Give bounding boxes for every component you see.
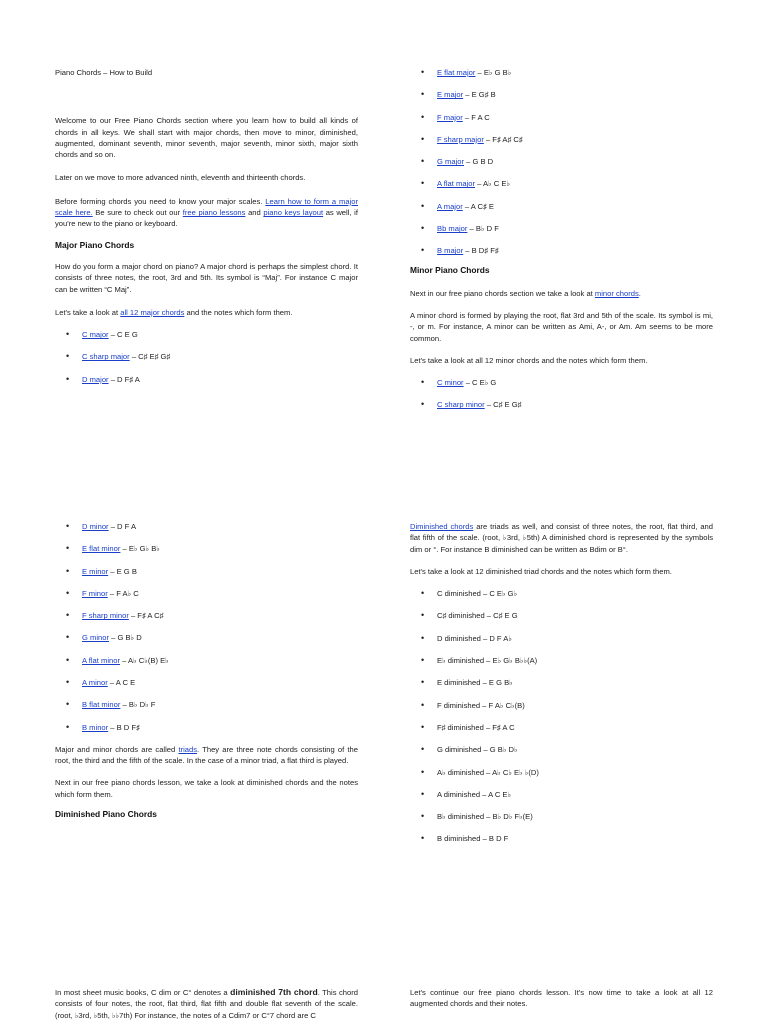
list-item <box>55 699 358 710</box>
triads-text-1: Major and minor chords are called <box>55 744 176 754</box>
list-item: • E♭ diminished – E♭ G♭ B♭♭(A) <box>410 655 713 666</box>
chord-notes: – F A C <box>464 112 490 122</box>
document-title: Piano Chords – How to Build <box>55 68 153 77</box>
list-item <box>55 677 358 688</box>
list-item <box>55 610 358 621</box>
chord-notes: – G B D <box>466 157 494 167</box>
chord-notes: – C♯ E G♯ <box>486 400 522 410</box>
chord-link[interactable]: B minor <box>82 722 109 732</box>
chord-link[interactable]: D minor <box>82 522 109 531</box>
list-item <box>410 89 713 100</box>
list-item: • F diminished – F A♭ C♭(B) <box>410 700 713 711</box>
list-item <box>55 521 358 532</box>
triads-text-2: . They are three note chords consisting of the root, the third and the fifth of the scale. In the case of a minor triad, a flat third is played. <box>55 744 358 765</box>
free-piano-lessons-link[interactable]: free piano lessons <box>182 208 246 218</box>
chord-notes: – F♯ A C♯ <box>130 611 164 621</box>
list-item: • C♯ diminished – C♯ E G <box>410 610 713 621</box>
diminished-lets-look: Let's take a look at 12 diminished triad chords and the notes which form them. <box>410 566 672 576</box>
major-scale-link[interactable]: Learn how to form a major scale here. <box>55 196 358 218</box>
dim-intro-text: are triads as well, and consist of three notes, the root, flat third, and flat fifth of the scale. (root, ♭3rd, ♭5th) A diminished chord is represented by the symbols dim or °. For instance B diminished can be written as Bdim or B°. <box>410 522 713 554</box>
chord-link[interactable]: G minor <box>82 633 110 643</box>
chord-notes: – B♭ D♭ F <box>122 700 156 710</box>
chord-notes: – E G♯ B <box>465 90 496 100</box>
chord-notes: – A♭ C♭(B) E♭ <box>122 655 169 665</box>
chord-notes: – F A♭ C <box>109 588 139 598</box>
chord-notes: – B D♯ F♯ <box>465 246 499 256</box>
chord-notes: – D F A <box>110 522 137 531</box>
diminished-intro <box>410 521 713 555</box>
chord-link[interactable]: C sharp major <box>82 352 130 362</box>
list-item: • E diminished – E G B♭ <box>410 677 713 688</box>
minor-chords-link[interactable]: minor chords <box>594 288 639 298</box>
diminished-7th-paragraph <box>55 987 358 1021</box>
list-item <box>55 722 358 733</box>
chord-notes: – B D F♯ <box>110 722 140 732</box>
chord-notes: – F♯ A♯ C♯ <box>485 134 523 144</box>
list-item <box>55 566 358 577</box>
piano-keys-layout-link[interactable]: piano keys layout <box>263 208 324 218</box>
before-text-3: and <box>248 208 261 218</box>
list-item: • A diminished – A C E♭ <box>410 789 713 800</box>
chord-link[interactable]: D major <box>82 374 109 384</box>
chord-link[interactable]: E flat minor <box>82 544 121 554</box>
page-3 <box>55 521 358 820</box>
list-item: • F♯ diminished – F♯ A C <box>410 722 713 733</box>
all-12-major-chords-link[interactable]: all 12 major chords <box>120 307 185 317</box>
chord-notes: – A♭ C E♭ <box>477 179 511 189</box>
augmented-intro-paragraph: Let's continue our free piano chords lesson. It's now time to take a look at all 12 augmented chords and their notes. <box>410 988 713 1009</box>
minor-description: A minor chord is formed by playing the root, flat 3rd and 5th of the scale. Its symbol is mi, -, or m. For instance, A minor can be written as Ami, A-, or Am. Am seems to be more common. <box>410 310 713 343</box>
chord-link[interactable]: G major <box>437 157 465 167</box>
later-paragraph: Later on we move to more advanced ninth, eleventh and thirteenth chords. <box>55 173 306 183</box>
chord-notes: – E♭ G♭ B♭ <box>122 544 160 554</box>
diminished-next-paragraph: Next in our free piano chords lesson, we take a look at diminished chords and the notes which form them. <box>55 778 358 799</box>
list-item <box>410 178 713 189</box>
before-text-1: Before forming chords you need to know your major scales. <box>55 196 263 206</box>
page-6 <box>410 987 713 1010</box>
chord-link[interactable]: E major <box>437 90 464 100</box>
list-item: • B♭ diminished – B♭ D♭ F♭(E) <box>410 811 713 822</box>
chord-notes: – A C E <box>109 678 136 688</box>
dim7-text-1: In most sheet music books, C dim or C° denotes a <box>55 988 228 997</box>
chord-link[interactable]: B major <box>437 246 464 256</box>
triads-paragraph <box>55 744 358 767</box>
before-text-4: as well, if you're new to the piano or keyboard. <box>55 208 358 229</box>
page-2 <box>410 67 713 410</box>
list-item <box>410 245 713 256</box>
chord-link[interactable]: E minor <box>82 566 109 576</box>
chord-link[interactable]: F minor <box>82 588 108 598</box>
chord-link[interactable]: C sharp minor <box>437 400 485 410</box>
chord-notes: – B♭ D F <box>469 224 499 234</box>
list-item <box>55 351 358 362</box>
chord-notes: – C E♭ G <box>465 378 497 388</box>
minor-heading: Minor Piano Chords <box>410 265 490 276</box>
list-item <box>410 67 713 78</box>
chord-link[interactable]: C major <box>82 330 109 340</box>
list-item <box>410 112 713 123</box>
chord-link[interactable]: B flat minor <box>82 700 121 710</box>
intro-paragraph: Welcome to our Free Piano Chords section where you learn how to build all kinds of chords in all keys. We shall start with major chords, then move to minor, diminished, augmented, dominant seventh, minor seventh, major seventh, minor sixth, major sixth chords and so on. <box>55 116 358 160</box>
chord-link[interactable]: Bb major <box>437 224 468 234</box>
minor-lets-look: Let's take a look at all 12 minor chords and the notes which form them. <box>410 355 648 365</box>
chord-notes: – D F♯ A <box>110 374 140 384</box>
list-item <box>55 588 358 599</box>
list-item: • A♭ diminished – A♭ C♭ E♭ ♭(D) <box>410 767 713 778</box>
next-text-2: . <box>638 288 641 298</box>
minor-chord-list-1 <box>410 377 713 410</box>
list-item <box>410 134 713 145</box>
major-heading: Major Piano Chords <box>55 239 135 250</box>
chord-notes: – C♯ E♯ G♯ <box>131 352 171 362</box>
page-1 <box>55 67 358 385</box>
chord-link[interactable]: E flat major <box>437 68 476 77</box>
chord-notes: – E♭ G B♭ <box>477 68 512 77</box>
minor-next-paragraph <box>410 288 713 299</box>
list-item: • B diminished – B D F <box>410 833 713 844</box>
chord-link[interactable]: A flat minor <box>82 655 120 665</box>
list-item <box>410 399 713 410</box>
diminished-heading: Diminished Piano Chords <box>55 808 157 819</box>
minor-chord-list-2 <box>55 521 358 733</box>
lets-look-text-2: and the notes which form them. <box>186 307 293 317</box>
chord-notes: – C E G <box>110 330 138 340</box>
page-5 <box>55 987 358 1021</box>
list-item: • D diminished – D F A♭ <box>410 633 713 644</box>
diminished-chord-list <box>410 588 713 844</box>
chord-link[interactable]: A major <box>437 201 463 211</box>
major-description: How do you form a major chord on piano? A major chord is perhaps the simplest chord. It consists of three notes, the root, 3rd and 5th. Its symbol is “Maj”. For instance C major can be written “C Maj”. <box>55 261 358 294</box>
list-item: • C diminished – C E♭ G♭ <box>410 588 713 599</box>
chord-notes: – A C♯ E <box>464 201 494 211</box>
chord-link[interactable]: F sharp minor <box>82 611 129 621</box>
major-chord-list-1 <box>55 329 358 385</box>
before-text-2: Be sure to check out our <box>95 208 181 218</box>
dim7-text-2: . This chord consists of four notes, the root, flat third, flat fifth and double flat seventh of the scale. (root, ♭3rd, ♭5th, ♭♭7th) For instance, the notes of a Cdim7 or C°7 chord are C <box>55 988 358 1020</box>
list-item <box>55 374 358 385</box>
list-item <box>410 201 713 212</box>
list-item <box>55 543 358 554</box>
chord-link[interactable]: A minor <box>82 678 108 688</box>
list-item <box>410 223 713 234</box>
chord-link[interactable]: F major <box>437 112 463 122</box>
major-lets-look <box>55 307 358 318</box>
list-item: • G diminished – G B♭ D♭ <box>410 744 713 755</box>
page-4 <box>410 521 713 844</box>
list-item <box>55 329 358 340</box>
chord-link[interactable]: C minor <box>437 378 464 388</box>
triads-link[interactable]: triads <box>178 744 198 754</box>
chord-link[interactable]: A flat major <box>437 179 475 189</box>
list-item <box>55 655 358 666</box>
chord-notes: – G B♭ D <box>111 633 142 643</box>
diminished-chords-link[interactable]: Diminished chords <box>410 522 474 531</box>
chord-link[interactable]: F sharp major <box>437 134 484 144</box>
before-paragraph <box>55 196 358 230</box>
major-chord-list-2 <box>410 67 713 256</box>
lets-look-text-1: Let's take a look at <box>55 307 119 317</box>
list-item <box>410 377 713 388</box>
dim7-bold: diminished 7th chord <box>230 987 318 997</box>
next-text-1: Next in our free piano chords section we take a look at <box>410 288 593 298</box>
list-item <box>410 156 713 167</box>
chord-notes: – E G B <box>110 566 137 576</box>
list-item <box>55 632 358 643</box>
